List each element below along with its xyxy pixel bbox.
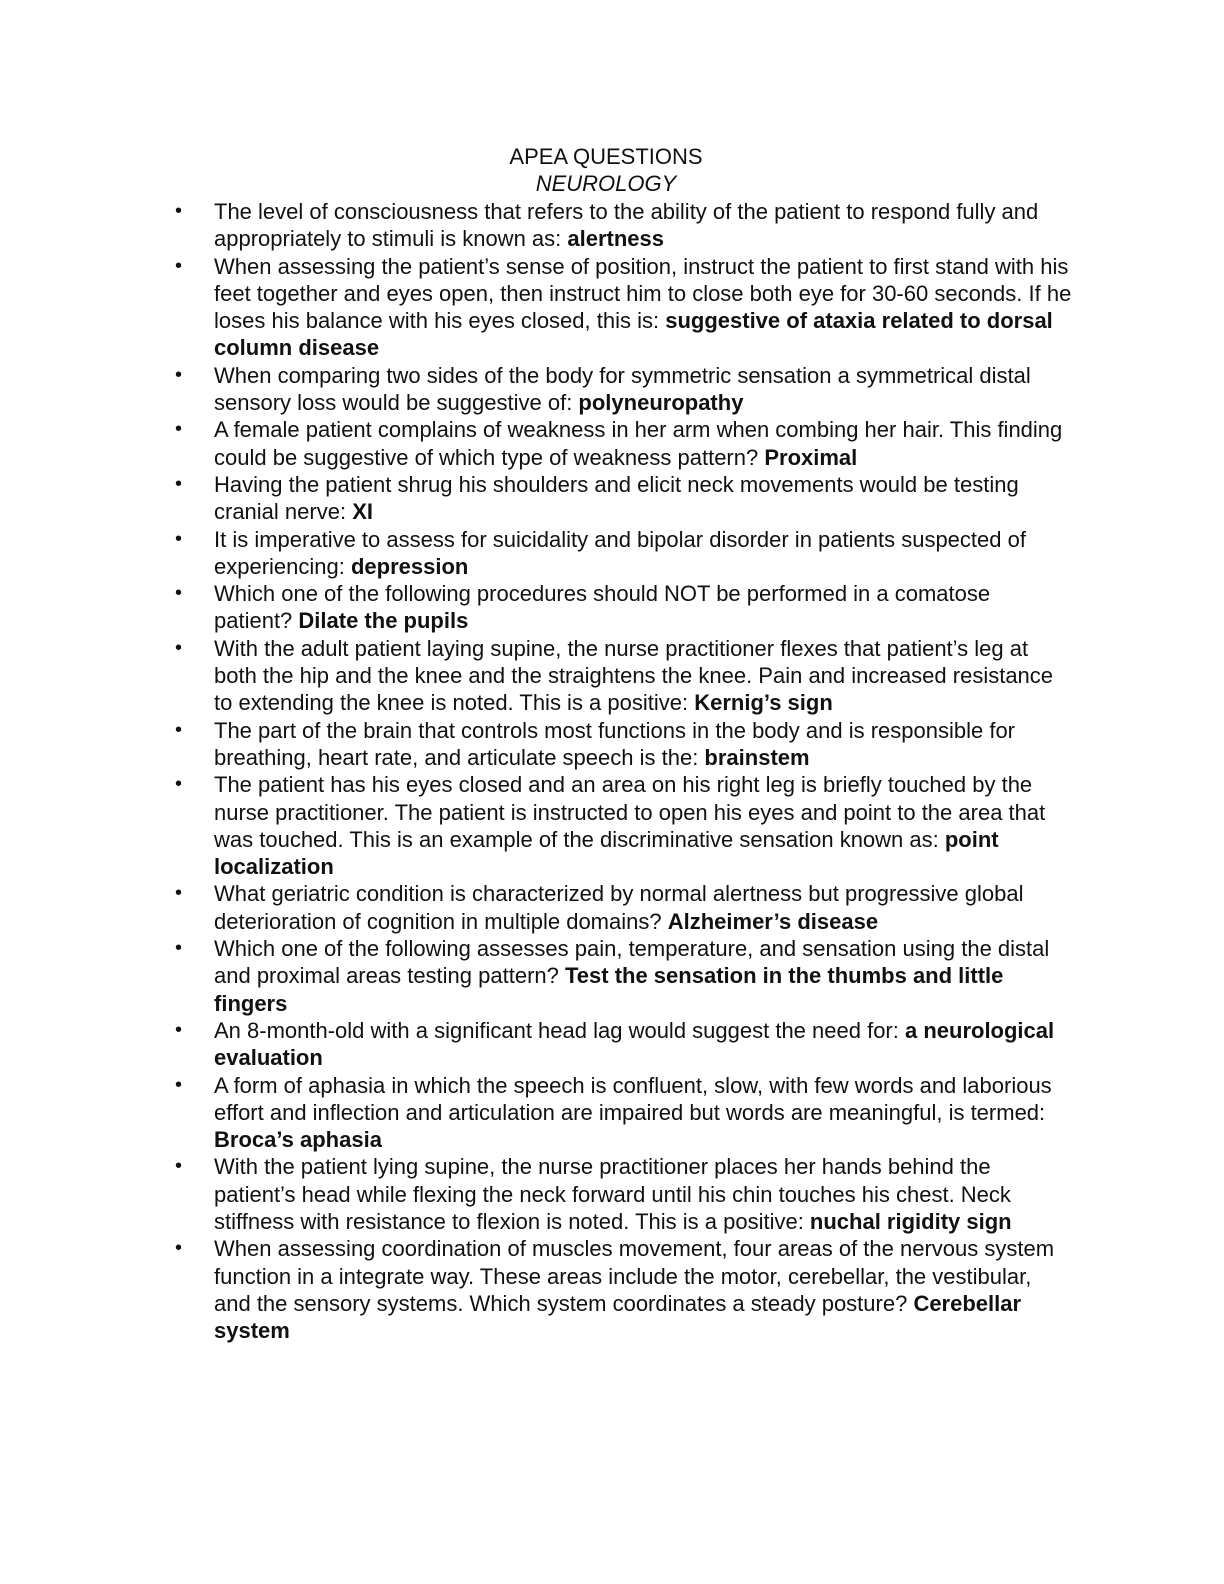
bullet-icon: • bbox=[175, 718, 183, 741]
question-text: A form of aphasia in which the speech is confluent, slow, with few words and laborious effort and inflection and articulation are impaired but words are meaningful, is termed: bbox=[214, 1072, 1052, 1125]
question-item bbox=[175, 471, 1074, 526]
question-text: It is imperative to assess for suicidality and bipolar disorder in patients suspected of experiencing: bbox=[214, 526, 1026, 579]
question-text: What geriatric condition is characterized by normal alertness but progressive global deterioration of cognition in multiple domains? bbox=[214, 881, 1024, 934]
document-title: APEA QUESTIONS bbox=[509, 144, 703, 169]
answer-text: alertness bbox=[567, 226, 664, 252]
bullet-icon: • bbox=[175, 527, 183, 550]
question-text: When assessing the patient’s sense of position, instruct the patient to first stand with his feet together and eyes open, then instruct him to close both eye for 30-60 seconds. If he loses his balance with his eyes closed, this is: bbox=[214, 253, 1072, 334]
question-item bbox=[175, 1153, 1074, 1235]
question-text: The part of the brain that controls most functions in the body and is responsible for breathing, heart rate, and articulate speech is the: bbox=[214, 717, 1016, 770]
question-item bbox=[175, 880, 1074, 935]
question-item bbox=[175, 526, 1074, 581]
answer-text: Dilate the pupils bbox=[298, 608, 469, 634]
question-item bbox=[175, 253, 1074, 362]
answer-text: Alzheimer’s disease bbox=[667, 908, 879, 934]
question-item bbox=[175, 362, 1074, 417]
question-text: The patient has his eyes closed and an area on his right leg is briefly touched by the nurse practitioner. The patient is instructed to open his eyes and point to the area that was touched. This is an example of the discriminative sensation known as: bbox=[214, 772, 1046, 852]
bullet-icon: • bbox=[175, 582, 183, 605]
bullet-icon: • bbox=[175, 200, 183, 222]
question-item bbox=[175, 717, 1074, 772]
question-text: A female patient complains of weakness in her arm when combing her hair. This finding could be suggestive of which type of weakness pattern? bbox=[214, 417, 1063, 470]
answer-text: Kernig’s sign bbox=[694, 690, 833, 716]
question-item bbox=[175, 416, 1074, 471]
bullet-icon: • bbox=[175, 418, 183, 441]
bullet-icon: • bbox=[175, 254, 183, 277]
question-text: With the patient lying supine, the nurse practitioner places her hands behind the patient’s head while flexing the neck forward until his chin touches his chest. Neck stiffness with resistance to flexion is noted. This is a positive: bbox=[214, 1154, 1011, 1234]
bullet-icon: • bbox=[175, 773, 183, 796]
bullet-icon: • bbox=[175, 363, 183, 386]
bullet-icon: • bbox=[175, 1155, 183, 1178]
question-text: Which one of the following assesses pain, temperature, and sensation using the distal and proximal areas testing pattern? bbox=[214, 936, 1050, 989]
answer-text: Broca’s aphasia bbox=[214, 1127, 382, 1153]
answer-text: depression bbox=[350, 553, 469, 579]
answer-text: nuchal rigidity sign bbox=[809, 1208, 1012, 1234]
answer-text: Proximal bbox=[764, 444, 858, 470]
question-item bbox=[175, 198, 1074, 253]
bullet-icon: • bbox=[175, 1073, 183, 1096]
bullet-icon: • bbox=[175, 882, 183, 905]
answer-text: Test the sensation in the thumbs and little fingers bbox=[214, 963, 1004, 1016]
question-item bbox=[175, 1072, 1074, 1154]
question-text: With the adult patient laying supine, the nurse practitioner flexes that patient’s leg at both the hip and the knee and the straightens the knee. Pain and increased resistance to extending the knee is noted. This is a positive: bbox=[214, 635, 1054, 716]
question-item bbox=[175, 580, 1074, 635]
bullet-icon: • bbox=[175, 636, 183, 659]
question-text: An 8-month-old with a significant head lag would suggest the need for: bbox=[214, 1017, 905, 1043]
question-list bbox=[175, 198, 1074, 1344]
answer-text: a neurological evaluation bbox=[214, 1017, 1055, 1071]
answer-text: XI bbox=[352, 499, 373, 525]
bullet-icon: • bbox=[175, 1018, 183, 1041]
question-text: When assessing coordination of muscles movement, four areas of the nervous system function in a integrate way. These areas include the motor, cerebellar, the vestibular, and the sensory systems. Which system coordinates a steady posture? bbox=[214, 1236, 1055, 1316]
question-text: The level of consciousness that refers to the ability of the patient to respond fully and appropriately to stimuli is known as: bbox=[214, 199, 1039, 252]
question-item bbox=[175, 635, 1074, 717]
bullet-icon: • bbox=[175, 1237, 183, 1260]
answer-text: polyneuropathy bbox=[578, 390, 744, 416]
answer-text: point localization bbox=[214, 826, 999, 880]
document-subtitle: NEUROLOGY bbox=[535, 171, 677, 196]
question-item bbox=[175, 1017, 1074, 1072]
question-text: When comparing two sides of the body for symmetric sensation a symmetrical distal sensory loss would be suggestive of: bbox=[214, 362, 1031, 416]
answer-text: brainstem bbox=[704, 744, 810, 770]
document-header bbox=[0, 143, 1212, 197]
question-item bbox=[175, 771, 1074, 880]
question-item bbox=[175, 935, 1074, 1017]
question-item bbox=[175, 1235, 1074, 1344]
question-text: Having the patient shrug his shoulders and elicit neck movements would be testing cranial nerve: bbox=[214, 471, 1019, 525]
answer-text: suggestive of ataxia related to dorsal column disease bbox=[214, 308, 1053, 361]
bullet-icon: • bbox=[175, 472, 183, 495]
bullet-icon: • bbox=[175, 937, 183, 960]
answer-text: Cerebellar system bbox=[214, 1290, 1022, 1344]
question-text: Which one of the following procedures should NOT be performed in a comatose patient? bbox=[214, 581, 991, 634]
